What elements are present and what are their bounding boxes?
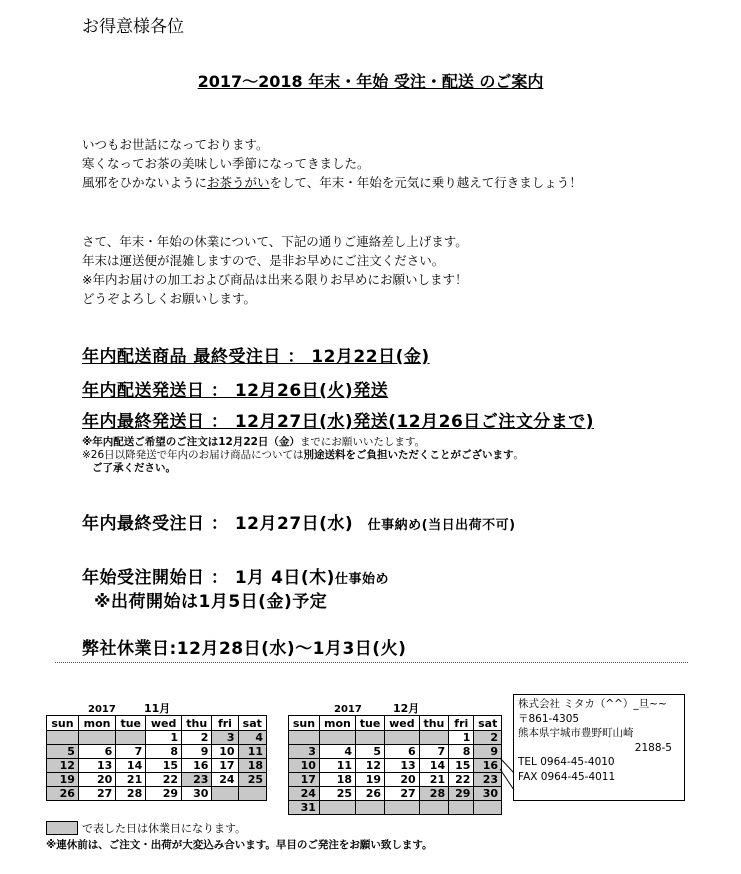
calendar-day: 26 [356, 787, 385, 801]
nov-year: 2017 [88, 704, 116, 715]
notice-line-2: 年末は運送便が混雑しますので、是非お早めにご注文ください。 [82, 253, 445, 268]
calendar-day: 21 [419, 773, 448, 787]
calendar-day: 13 [78, 759, 115, 773]
calendar-day: 3 [212, 731, 238, 745]
ship-date: 年内配送発送日 ： 12月26日(火)発送 [82, 381, 389, 401]
calendar-day: 29 [146, 787, 182, 801]
shipping-start: ※出荷開始は1月5日(金)予定 [94, 592, 328, 612]
calendar-day: 28 [419, 787, 448, 801]
new-year-order-start [82, 563, 389, 588]
weekday-header: tue [116, 716, 146, 731]
final-order-main: 年内最終受注日 ： 12月27日(水) [82, 514, 354, 534]
calendar-day: 22 [449, 773, 474, 787]
shipping-note-1 [82, 436, 524, 449]
calendar-day: 31 [289, 801, 320, 815]
intro-line-3-underlined: お茶うがい [207, 175, 270, 190]
notice-line-4: どうぞよろしくお願いします。 [82, 291, 257, 306]
calendar-week [289, 801, 502, 815]
notice-paragraph [82, 232, 468, 308]
calendar-day: 30 [182, 787, 212, 801]
calendar-day: 8 [449, 745, 474, 759]
calendar-empty-cell [238, 787, 266, 801]
calendar-day: 20 [78, 773, 115, 787]
calendar-day: 2 [182, 731, 212, 745]
weekday-header: wed [146, 716, 182, 731]
company-fax: FAX 0964-45-4011 [518, 770, 616, 783]
holiday-legend-text: で表した日は休業日になります。 [82, 822, 247, 835]
company-holidays: 弊社休業日:12月28日(水)～1月3日(火) [82, 639, 407, 659]
calendar-day: 25 [319, 787, 355, 801]
nov-month: 11月 [144, 702, 171, 715]
calendar-day: 20 [385, 773, 420, 787]
shipping-note-1-normal: までにお願いいたします。 [299, 436, 426, 448]
weekday-header: mon [319, 716, 355, 731]
weekday-header: thu [419, 716, 448, 731]
calendar-day: 18 [319, 773, 355, 787]
calendar-empty-cell [419, 731, 448, 745]
new-year-main: 年始受注開始日 ： 1月 4日(木) [82, 568, 335, 588]
calendar-day: 13 [385, 759, 420, 773]
weekday-header: sat [474, 716, 502, 731]
company-address: 熊本県宇城市豊野町山崎 [518, 727, 634, 739]
calendar-day: 2 [474, 731, 502, 745]
calendar-day: 15 [146, 759, 182, 773]
calendar-week [47, 759, 267, 773]
calendar-week [289, 731, 502, 745]
calendar-empty-cell [474, 801, 502, 815]
new-year-sub: 仕事始め [334, 572, 389, 587]
connector-lines [500, 755, 516, 795]
notice-line-3: ※年内お届けの加工および商品は出来る限りお早めにお願いします！ [82, 272, 468, 287]
calendar-empty-cell [449, 801, 474, 815]
company-name: 株式会社 ミタカ（^^）_旦~~ [518, 698, 667, 710]
calendar-day: 24 [289, 787, 320, 801]
calendar-day: 4 [238, 731, 266, 745]
calendar-day: 11 [238, 745, 266, 759]
calendar-day: 26 [47, 787, 79, 801]
shipping-note-2-bold: 別途送料をご負担いただくことがございます [303, 449, 514, 461]
shipping-notes [82, 436, 524, 475]
calendar-week [289, 759, 502, 773]
calendar-day: 25 [238, 773, 266, 787]
calendar-empty-cell [116, 731, 146, 745]
dec-year: 2017 [334, 704, 362, 715]
intro-line-2: 寒くなってお茶の美味しい季節になってきました。 [82, 156, 370, 171]
shipping-note-2 [82, 449, 524, 462]
intro-paragraph [82, 135, 582, 192]
company-address-2: 2188-5 [634, 741, 672, 754]
calendar-day: 9 [474, 745, 502, 759]
calendar-week [47, 773, 267, 787]
calendar-empty-cell [319, 731, 355, 745]
calendar-day: 3 [289, 745, 320, 759]
calendar-week [47, 745, 267, 759]
intro-line-3 [82, 173, 582, 192]
final-ship-date: 年内最終発送日 ： 12月27日(水)発送(12月26日ご注文分まで) [82, 412, 595, 432]
calendar-day: 1 [449, 731, 474, 745]
calendar-december [288, 715, 502, 815]
calendar-week [289, 745, 502, 759]
shipping-note-2-normal: ※26日以降発送で年内のお届け商品については [82, 449, 304, 461]
intro-line-3-pre: 風邪をひかないように [82, 175, 208, 190]
calendar-day: 18 [238, 759, 266, 773]
weekday-header: sat [238, 716, 266, 731]
calendar-day: 23 [474, 773, 502, 787]
calendar-empty-cell [78, 731, 115, 745]
calendar-empty-cell [289, 731, 320, 745]
company-tel: TEL 0964-45-4010 [518, 756, 615, 768]
notice-line-1: さて、年末・年始の休業について、下記の通りご連絡差し上げます。 [82, 234, 468, 249]
final-order-day [82, 509, 516, 534]
calendar-day: 12 [47, 759, 79, 773]
calendar-day: 19 [47, 773, 79, 787]
calendar-day: 7 [116, 745, 146, 759]
company-postal: 〒861-4305 [518, 712, 580, 725]
shipping-note-3: ご了承ください。 [92, 462, 176, 474]
calendar-week [289, 787, 502, 801]
greeting: お得意様各位 [82, 17, 184, 37]
calendar-day: 10 [289, 759, 320, 773]
calendar-empty-cell [212, 787, 238, 801]
calendar-day: 1 [146, 731, 182, 745]
weekday-header: wed [385, 716, 420, 731]
calendar-day: 22 [146, 773, 182, 787]
calendar-empty-cell [319, 801, 355, 815]
weekday-header: sun [47, 716, 79, 731]
calendar-day: 24 [212, 773, 238, 787]
weekday-header: fri [449, 716, 474, 731]
intro-line-1: いつもお世話になっております。 [82, 137, 269, 152]
calendar-day: 16 [182, 759, 212, 773]
calendar-day: 5 [47, 745, 79, 759]
calendar-empty-cell [356, 731, 385, 745]
calendar-day: 6 [385, 745, 420, 759]
order-deadline: 年内配送商品 最終受注日 ： 12月22日(金) [82, 347, 430, 367]
calendar-day: 17 [212, 759, 238, 773]
calendar-day: 11 [319, 759, 355, 773]
calendar-day: 12 [356, 759, 385, 773]
calendar-day: 10 [212, 745, 238, 759]
calendar-day: 7 [419, 745, 448, 759]
calendar-day: 19 [356, 773, 385, 787]
calendar-day: 8 [146, 745, 182, 759]
final-order-sub: 仕事納め(当日出荷不可) [367, 518, 516, 533]
weekday-header: mon [78, 716, 115, 731]
calendar-day: 30 [474, 787, 502, 801]
calendar-day: 21 [116, 773, 146, 787]
calendar-empty-cell [356, 801, 385, 815]
weekday-header: tue [356, 716, 385, 731]
holiday-legend-swatch [46, 821, 78, 835]
calendar-day: 17 [289, 773, 320, 787]
weekday-header: sun [289, 716, 320, 731]
page-title: 2017～2018 年末・年始 受注・配送 のご案内 [197, 72, 544, 91]
calendar-day: 16 [474, 759, 502, 773]
calendar-day: 4 [319, 745, 355, 759]
calendar-empty-cell [385, 731, 420, 745]
calendar-day: 28 [116, 787, 146, 801]
shipping-note-2-end: 。 [513, 449, 524, 461]
calendar-day: 5 [356, 745, 385, 759]
dec-month: 12月 [393, 702, 420, 715]
calendar-week [289, 773, 502, 787]
calendar-day: 23 [182, 773, 212, 787]
shipping-note-1-bold: ※年内配送ご希望のご注文は12月22日（金） [82, 436, 300, 448]
calendar-day: 15 [449, 759, 474, 773]
calendar-empty-cell [47, 731, 79, 745]
calendar-day: 9 [182, 745, 212, 759]
calendar-november [46, 715, 267, 801]
separator [55, 662, 688, 663]
bottom-note: ※連休前は、ご注文・出荷が大変込み合います。早目のご発注をお願い致します。 [46, 839, 433, 851]
calendar-empty-cell [419, 801, 448, 815]
weekday-header: fri [212, 716, 238, 731]
calendar-day: 27 [78, 787, 115, 801]
calendar-day: 29 [449, 787, 474, 801]
calendar-week [47, 787, 267, 801]
calendar-day: 14 [116, 759, 146, 773]
calendar-day: 27 [385, 787, 420, 801]
calendar-day: 6 [78, 745, 115, 759]
calendar-day: 14 [419, 759, 448, 773]
calendar-week [47, 731, 267, 745]
company-info-box [513, 694, 685, 801]
intro-line-3-post: をして、年末・年始を元気に乗り越えて行きましょう！ [269, 175, 582, 190]
calendar-empty-cell [385, 801, 420, 815]
weekday-header: thu [182, 716, 212, 731]
